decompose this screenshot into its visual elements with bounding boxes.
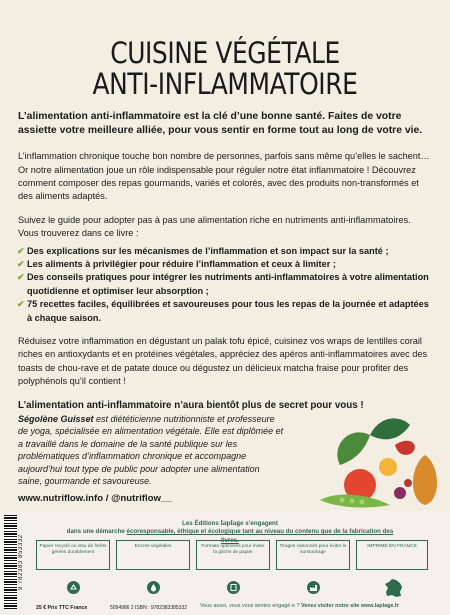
france-map-icon [383,577,405,599]
title-line-2: ANTI-INFLAMMATOIRE [92,67,358,101]
publisher-tagline: Vous aussi, vous vous sentez engagé·e ? Venez visiter notre site www.laplage.fr [200,603,399,609]
list-item: ✔ Des conseils pratiques pour intégrer les nutriments anti-inflammatoires à votre alimentation quotidienne et optimiser leur absorption ; [17,272,429,296]
check-icon: ✔ [17,272,25,283]
author-name: Ségolène Guisset [18,414,94,424]
recipes-paragraph: Réduisez votre inflammation en dégustant un palak tofu épicé, cuisinez vos wraps de lentilles corail riches en antioxydants et en protéines végétales, appréciez des apéros anti-inflammatoires avec des toasts de chou-rave et de patate douce ou dégustez un délicieux matcha fraise pour profiter des polyphénols qu’il contient ! [18,336,428,387]
pea-icon [350,499,355,504]
check-icon: ✔ [17,259,25,270]
pea-icon [340,498,345,503]
leaf-icon [370,418,410,439]
check-icon: ✔ [17,245,25,256]
commitment-box: Papier recyclé ou issu de forêts gérées durablement [36,540,110,570]
closing-line: L’alimentation anti-inflammatoire n’aura bientôt plus de secret pour vous ! [18,399,364,411]
ink-drop-icon [147,581,160,594]
pepper-icon [395,441,415,455]
author-bio [18,413,286,487]
fruit-icon [379,458,397,476]
commitment-box: IMPRIMÉ EN FRANCE [356,540,428,570]
list-item: ✔ Des explications sur les mécanismes de l’inflammation et son impact sur la santé ; [18,245,430,258]
publisher-commitment: Les Éditions laplage s’engagent dans une démarche écoresponsable, éthique et écologique tant au niveau du contenu que de la fabrication des livres. [66,518,394,544]
commitment-box: Formats optimisés pour éviter la gâche de papier [196,540,270,570]
list-item: ✔ 75 recettes faciles, équilibrées et savoureuses pour tous les repas de la journée et adaptées à chaque saison. [17,299,429,323]
berry-icon [404,479,412,487]
berry-icon [394,487,406,499]
pod-icon [320,495,390,508]
commitment-box: Encres végétales [116,540,190,570]
paper-format-icon [227,581,240,594]
guide-paragraph: Suivez le guide pour adopter pas à pas une alimentation riche en nutriments anti-inflammatoires. Vous trouverez dans ce livre : [18,214,411,239]
pea-icon [360,500,365,505]
pear-icon [413,455,437,505]
title-line-1: CUISINE VÉGÉTALE [110,36,340,70]
intro-paragraph: L’inflammation chronique touche bon nombre de personnes, parfois sans même qu’elles le sachent… Or notre alimentation joue un rôle indispensable pour réguler notre état inflammatoire ! Découvrez comment composer des repas gourmands, variés et colorés, avec des produits non-transformés et des aliments adaptés. [18,151,430,202]
list-item: ✔ Les aliments à privilégier pour réduire l’inflammation et ceux à limiter ; [18,258,430,271]
checklist [18,245,430,325]
author-description: est diététicienne nutritionniste et professeure de yoga, spécialisée en alimentation végétale. Elle est diplômée et a travaillé dans le domaine de la santé publique sur les problématiques d’inflammation chronique et accompagne aujourd’hui tout type de public pour adopter une alimentation saine, gourmande et savoureuse. [18,414,284,487]
factory-icon [307,581,320,594]
publisher-site-link[interactable]: Venez visiter notre site www.laplage.fr [301,603,399,609]
publisher-logo: laplage [220,518,244,527]
isbn: 5094986 2 ISBN : 9782383385332 [110,605,188,611]
barcode [4,515,17,609]
vegetables-illustration [300,405,450,515]
check-icon: ✔ [17,299,25,310]
back-cover-text [18,110,430,412]
recycle-icon [67,581,80,594]
price: 25 € Prix TTC France [36,605,88,611]
website-link[interactable]: www.nutriflow.info / @nutriflow__ [18,493,172,504]
barcode-number: 9 782383 853332 [18,534,24,590]
book-title [32,38,419,100]
commitment-box: Tirages raisonnés pour éviter le surstockage [276,540,350,570]
lead-paragraph: L’alimentation anti-inflammatoire est la clé d’une bonne santé. Faites de votre assiette votre meilleure alliée, pour vous sentir en forme tout au long de votre vie. [18,111,423,136]
leaf-icon [337,432,370,465]
